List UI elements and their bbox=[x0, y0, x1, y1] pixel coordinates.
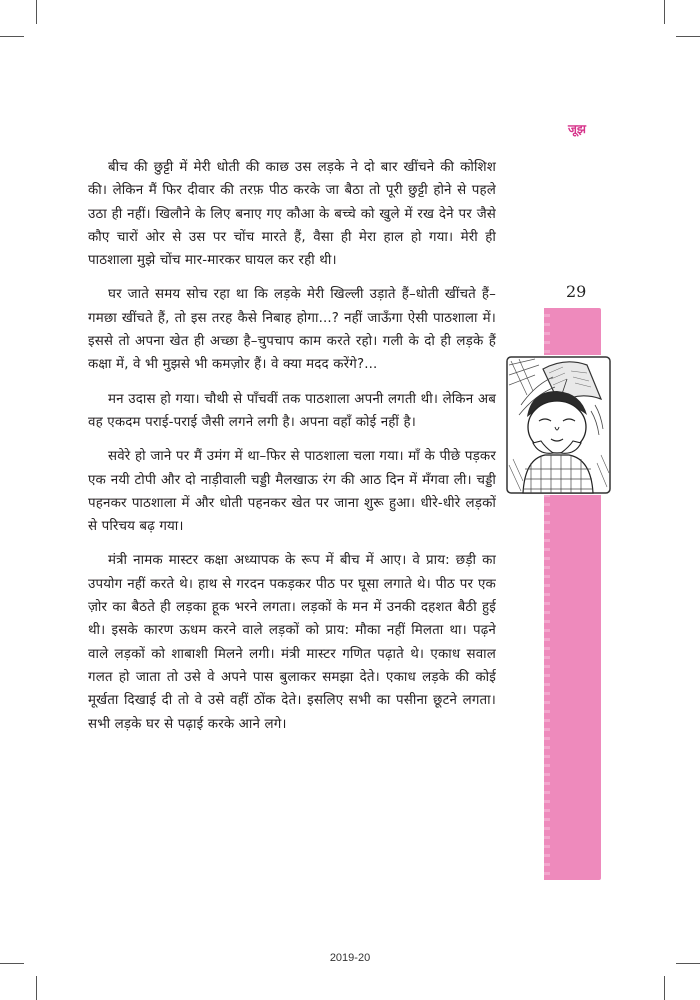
paragraph: बीच की छुट्टी में मेरी धोती की काछ उस लड़के ने दो बार खींचने की कोशिश की। लेकिन मैं फिर दीवार की तरफ़ पीठ करके जा बैठा तो पूरी छुट्टी होने से पहले उठा ही नहीं। खिलौने के लिए बनाए गए कौआ के बच्चे को खुले में रख देने पर जैसे कौए चारों ओर से उस पर चोंच मारते हैं, वैसा ही मेरा हाल हो गया। मेरी ही पाठशाला मुझे चोंच मार-मारकर घायल कर रही थी। bbox=[88, 160, 496, 269]
crop-mark bbox=[676, 36, 700, 37]
page-number: 29 bbox=[566, 282, 587, 301]
crop-mark bbox=[664, 976, 665, 1000]
illustration-svg bbox=[505, 355, 612, 495]
boy-reading-book-illustration bbox=[505, 355, 612, 495]
crop-mark bbox=[664, 0, 665, 24]
body-text bbox=[88, 156, 496, 747]
crop-mark bbox=[0, 36, 24, 37]
paragraph: मंत्री नामक मास्टर कक्षा अध्यापक के रूप में बीच में आए। वे प्राय: छड़ी का उपयोग नहीं करते थे। हाथ से गरदन पकड़कर पीठ पर घूसा लगाते थे। पीठ पर एक ज़ोर का बैठते ही लड़का हूक भरने लगता। लड़कों के मन में उनकी दहशत बैठी हुई थी। इसके कारण ऊधम करने वाले लड़कों को प्राय: मौका नहीं मिलता था। पढ़ने वाले लड़कों को शाबाशी मिलने लगी। मंत्री मास्टर गणित पढ़ाते थे। एकाध सवाल गलत हो जाता तो उसे वे अपने पास बुलाकर समझा देते। एकाध लड़के की कोई मूर्खता दिखाई दी तो वे उसे वहीं ठोंक देते। इसलिए सभी का पसीना छूटने लगता। सभी लड़के घर से पढ़ाई करके आने लगे। bbox=[88, 553, 496, 732]
paragraph: सवेरे हो जाने पर मैं उमंग में था–फिर से पाठशाला चला गया। माँ के पीछे पड़कर एक नयी टोपी और दो नाड़ीवाली चड्डी मैलखाऊ रंग की आठ दिन में मँगवा ली। चड्डी पहनकर पाठशाला में और धोती पहनकर खेत पर जाना शुरू हुआ। धीरे-धीरे लड़कों से परिचय बढ़ गया। bbox=[88, 449, 496, 535]
chapter-title-tag: जूझ bbox=[568, 122, 586, 136]
footer-year: 2019-20 bbox=[329, 952, 371, 964]
paragraph: घर जाते समय सोच रहा था कि लड़के मेरी खिल्ली उड़ाते हैं–धोती खींचते हैं–गमछा खींचते हैं, तो इस तरह कैसे निबाह होगा...? नहीं जाऊँगा ऐसी पाठशाला में। इससे तो अपना खेत ही अच्छा है–चुपचाप काम करते रहो। गली के दो ही लड़के हैं कक्षा में, वे भी मुझसे भी कमज़ोर हैं। वे क्या मदद करेंगे?... bbox=[88, 287, 496, 373]
paragraph: मन उदास हो गया। चौथी से पाँचवीं तक पाठशाला अपनी लगती थी। लेकिन अब वह एकदम पराई-पराई जैसी लगने लगी है। अपना वहाँ कोई नहीं है। bbox=[88, 391, 496, 430]
crop-mark bbox=[36, 976, 37, 1000]
crop-mark bbox=[36, 0, 37, 24]
